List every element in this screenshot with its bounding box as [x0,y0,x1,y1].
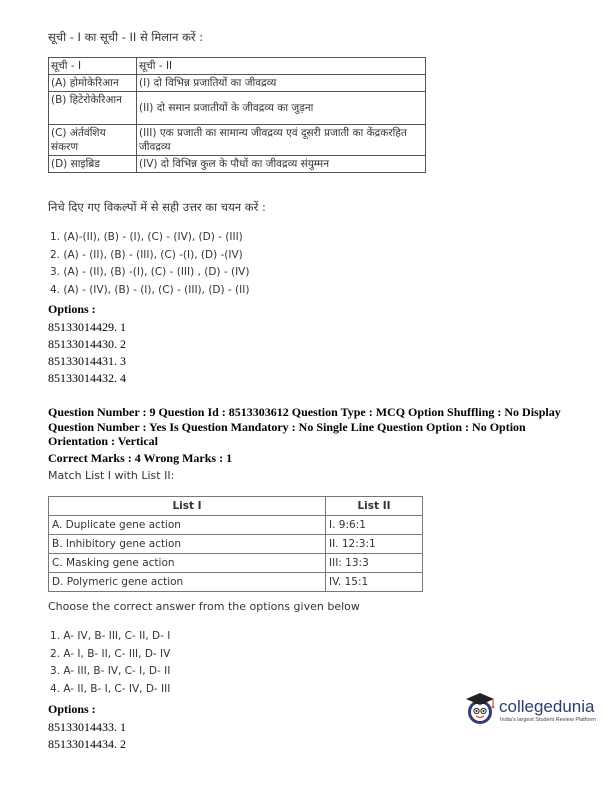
table-header-cell: List I [49,497,326,516]
table-cell: (D) साइब्रिड [49,156,137,173]
list-item: 1. A- IV, B- III, C- II, D- I [50,630,171,642]
list-item: 85133014429. 1 [48,320,126,334]
table-cell: (I) दो विभिन्न प्रजातियों का जीवद्रव्य [137,75,426,92]
table-cell: I. 9:6:1 [326,516,423,535]
q8-options-label: Options : [48,302,96,316]
table-header-cell: List II [326,497,423,516]
meta-line: Question Number : 9 Question Id : 8513303612 Question Type : MCQ Option Shuffling : No Display [48,405,561,419]
table-row [49,535,423,554]
meta-line: Question Number : Yes Is Question Mandatory : No Single Line Question Option : No Option [48,419,526,434]
q9-choose-text: Choose the correct answer from the options given below [48,600,360,613]
table-cell: सूची - II [137,58,426,75]
table-row [49,516,423,535]
q8-choose-text: निचे दिए गए विकल्पों में से सही उत्तर का चयन करें : [48,200,266,214]
list-item: 85133014431. 3 [48,354,126,368]
list-item: 2. A- I, B- II, C- III, D- IV [50,647,171,660]
logo-tagline: India's largest Student Review Platform [500,717,596,723]
q9-match-table [48,496,423,592]
q9-choices-list [50,628,170,698]
list-item: 85133014430. 2 [48,337,126,351]
table-row [49,573,423,592]
q9-options-list [48,719,126,753]
graduate-mascot-icon [462,690,498,726]
table-cell: (II) दो समान प्रजातीयों के जीवद्रव्य का जुड़ना [137,92,426,125]
list-item: 4. (A) - (IV), (B) - (I), (C) - (III), (D) - (II) [50,283,250,296]
table-cell: (IV) दो विभिन्न कुल के पौधों का जीवद्रव्य संयुम्मन [137,156,426,173]
list-item: 85133014433. 1 [48,720,126,734]
table-cell: IV. 15:1 [326,573,423,592]
list-item: 4. A- II, B- I, C- IV, D- III [50,682,171,695]
q8-instruction: सूची - I का सूची - II से मिलान करें : [48,30,204,44]
table-cell: B. Inhibitory gene action [49,535,326,554]
table-row [49,75,426,92]
table-row [49,554,423,573]
table-cell: सूची - I [49,58,137,75]
logo-wordmark: collegedunia [499,697,595,716]
table-header-row [49,497,423,516]
list-item: 3. A- III, B- IV, C- I, D- II [50,665,171,677]
table-header-row [49,58,426,75]
table-cell: (A) होमोकेरिआन [49,75,137,92]
table-row [49,156,426,173]
table-row [49,92,426,125]
table-cell: (C) अंर्तवंशिय संकरण [49,125,137,156]
q9-metadata [48,405,568,449]
table-cell: (III) एक प्रजाती का सामान्य जीवद्रव्य एवं दूसरी प्रजाती का केंद्रकरहित जीवद्रव्य [137,125,426,156]
table-row [49,125,426,156]
table-cell: (B) हिटेरोकेरिआन [49,92,137,125]
list-item: 3. (A) - (II), (B) -(I), (C) - (III) , (D) - (IV) [50,266,250,278]
collegedunia-logo [462,690,608,730]
list-item: 85133014432. 4 [48,371,126,385]
q8-options-list [48,319,126,387]
table-cell: II. 12:3:1 [326,535,423,554]
meta-line: Orientation : Vertical [48,434,158,448]
q9-options-label: Options : [48,702,96,716]
list-item: 85133014434. 2 [48,737,126,751]
q8-match-table [48,57,426,173]
table-cell: D. Polymeric gene action [49,573,326,592]
q9-marks: Correct Marks : 4 Wrong Marks : 1 [48,451,233,465]
q8-choices-list [50,229,249,299]
table-cell: III: 13:3 [326,554,423,573]
table-cell: A. Duplicate gene action [49,516,326,535]
list-item: 1. (A)-(II), (B) - (I), (C) - (IV), (D) - (III) [50,231,243,243]
table-cell: C. Masking gene action [49,554,326,573]
q9-instruction: Match List I with List II: [48,469,175,482]
list-item: 2. (A) - (II), (B) - (III), (C) -(I), (D) -(IV) [50,248,243,261]
